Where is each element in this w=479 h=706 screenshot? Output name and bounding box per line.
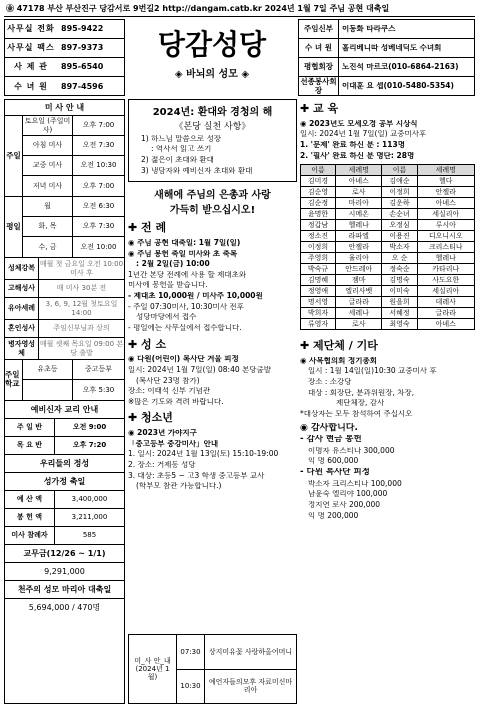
staff-value: 노진석 마르코(010-6864-2163)	[342, 62, 459, 71]
youth-item: 3. 대상: 초등5 ~ 고3 학생 중고등부 교사	[128, 471, 265, 480]
table-cell: 마리아	[336, 198, 382, 209]
group-item: 일시 : 1월 14일(일)10:30 교중미사 후	[308, 367, 437, 376]
education-item: 일시: 2024년 1월 7일(일) 교중미사후	[300, 130, 427, 139]
sacrament-row	[5, 338, 124, 360]
weekday-mass-table	[5, 197, 124, 258]
table-cell: 안드레아	[336, 264, 382, 275]
table-cell: 류영자	[301, 319, 336, 330]
table-cell: 김애순	[382, 176, 417, 187]
greeting-line2: 가득히 받으십시오!	[169, 204, 256, 216]
staff-value: 이대훈 요 셉(010-5480-5354)	[342, 82, 454, 91]
bottom-time: 07:30	[177, 635, 204, 670]
school-b: 오후 5:30	[82, 385, 115, 394]
table-cell: 헬다	[417, 176, 474, 187]
staff-label: 선종봉사회장	[299, 77, 339, 96]
sacrament-name: 고해성사	[5, 280, 39, 297]
mass-row	[23, 156, 124, 176]
table-row	[301, 297, 475, 308]
table-cell: 글라라	[336, 297, 382, 308]
contact-label: 사무실 전화	[7, 24, 55, 34]
table-row	[301, 264, 475, 275]
group-item: ◉ 사목협의회 정기총회	[300, 356, 377, 365]
table-cell: 데레사	[417, 297, 474, 308]
sacrament-row	[5, 280, 124, 298]
table-cell: 정숙순	[382, 264, 417, 275]
table-cell: 로사	[336, 187, 382, 198]
contact-label: 사무실 팩스	[7, 43, 55, 53]
liturgy-item: 성당마당에서 접수	[136, 313, 197, 322]
staff-row	[299, 39, 474, 58]
table-row	[301, 242, 475, 253]
staff-row	[299, 77, 474, 96]
offering-row	[5, 509, 124, 527]
youth-item: 「중고등부 중강미사」안내	[128, 439, 219, 448]
school-a	[23, 380, 73, 400]
completion-table	[300, 164, 475, 330]
table-cell: 세실리아	[417, 209, 474, 220]
table-cell: 손순녀	[382, 209, 417, 220]
staff-label: 주임신부	[299, 20, 339, 38]
staff-label: 수 녀 원	[299, 39, 339, 57]
table-cell: 정영애	[301, 286, 336, 297]
table-cell: 크리스티나	[417, 242, 474, 253]
table-cell: 김운하	[382, 198, 417, 209]
mass-title: 미 사 안 내	[5, 100, 124, 116]
weekday-label: 평일	[5, 197, 23, 257]
table-cell: 글라라	[417, 308, 474, 319]
table-header: 세례명	[417, 165, 474, 176]
offering-label: 미사 참례자	[5, 527, 55, 544]
vocation-item: ◉ 다원(어린이) 복사단 겨울 피정	[128, 355, 239, 364]
center-column	[128, 99, 297, 659]
table-cell: 박소자	[382, 242, 417, 253]
address-bar: ㊎ 47178 부산 부산진구 당감서로 9번길2 http://dangam.catb.kr 2024년 1월 7일 주님 공현 대축일	[4, 4, 475, 17]
staff-value: 이동화 타라쿠스	[342, 24, 396, 33]
vocation-item: 장소: 이태석 신부 기념관	[128, 387, 211, 396]
table-row	[301, 275, 475, 286]
liturgy-item: - 제대초 10,000원 / 미사주 10,000원	[128, 292, 263, 301]
table-cell: 김순영	[301, 187, 336, 198]
liturgy-heading: ✚ 전 례	[128, 221, 167, 235]
prep-row	[5, 419, 124, 437]
mass-time: 오전 10:30	[80, 161, 117, 170]
sacrament-row	[5, 298, 124, 320]
table-row	[301, 209, 475, 220]
liturgy-item: ◉ 주님 봉헌 축일 미사와 초 축복	[128, 249, 238, 258]
sacrament-name: 유아세례	[5, 298, 39, 319]
table-cell: 명서영	[301, 297, 336, 308]
table-cell: 아녜스	[417, 319, 474, 330]
left-column	[4, 99, 125, 704]
offering-value: 585	[82, 531, 97, 540]
vocation-item: 일시: 2024년 1월 7일(일) 08:40 본당출발	[128, 365, 271, 374]
table-cell: 서혜정	[382, 308, 417, 319]
table-cell: 율리아	[336, 253, 382, 264]
liturgy-item: 미사에 봉헌을 받습니다.	[128, 281, 208, 290]
bottom-intention: 상지미유꽃 사랑하올어머니	[205, 635, 296, 670]
youth-item: 1. 일시: 2024년 1월 13일(토) 15:10-19:00	[128, 450, 279, 459]
offering-label: 예 산 액	[5, 491, 55, 508]
mass-row	[23, 237, 124, 257]
mass-row	[23, 176, 124, 196]
mass-name: 토요일 (주일미사)	[23, 116, 73, 135]
goal-item: 3) 냉담자와 예비신자 초대와 환대	[141, 166, 253, 175]
dues-period: 교무금(12/26 ~ 1/1)	[5, 545, 124, 563]
group-item: *대상자는 모두 참석하여 주십시오	[300, 409, 413, 418]
contact-label: 사 제 관	[14, 62, 48, 72]
vocation-heading: ✚ 성 소	[128, 337, 167, 351]
mass-time: 오후 7:00	[82, 121, 115, 130]
sacrament-info: 매 미사 30분 전	[56, 284, 107, 293]
bottom-mass-label: 미_사 안_내 (2024년 1월)	[129, 635, 177, 703]
table-cell: 이미숙	[382, 286, 417, 297]
mass-time: 오후 7:30	[82, 222, 115, 231]
offering-value: 3,211,000	[71, 513, 108, 522]
contact-label: 수 녀 원	[14, 81, 48, 91]
dues-value: 9,291,000	[5, 563, 124, 581]
contact-row	[5, 20, 124, 39]
table-cell: 정갑남	[301, 220, 336, 231]
youth-item: ◉ 2023년 가야지구	[128, 429, 197, 438]
staff-label: 평협회장	[299, 58, 339, 76]
offering-row	[5, 527, 124, 545]
mass-name: 교중 미사	[23, 156, 73, 175]
staff-row	[299, 20, 474, 39]
group-item: 익 명 600,000	[308, 457, 359, 466]
bottom-time: 10:30	[180, 682, 201, 691]
contact-row	[5, 77, 124, 96]
right-column	[300, 99, 475, 659]
groups-heading: ✚ 제단체 / 기타	[300, 339, 378, 353]
table-row	[301, 319, 475, 330]
table-cell: 디오니시오	[417, 231, 474, 242]
group-item: 남윤숙 엘리야 100,000	[308, 490, 388, 499]
contact-value: 895-6540	[61, 62, 104, 72]
table-cell: 박숙규	[301, 264, 336, 275]
prep-row	[5, 437, 124, 455]
table-cell: 아녜스	[417, 198, 474, 209]
mass-name: 월	[23, 197, 73, 216]
table-cell: 원을희	[382, 297, 417, 308]
mass-time: 오전 7:30	[82, 141, 115, 150]
table-cell: 루시아	[417, 220, 474, 231]
youth-heading: ✚ 청소년	[128, 411, 173, 425]
table-cell: 안젤라	[417, 187, 474, 198]
table-header-row	[301, 165, 475, 176]
feast-title: 천주의 성모 마리아 대축일	[5, 581, 124, 599]
group-item: 제단체장, 감사	[336, 399, 385, 408]
table-row	[301, 176, 475, 187]
table-cell: 이용진	[382, 231, 417, 242]
table-cell: 주영희	[301, 253, 336, 264]
sacrament-row	[5, 258, 124, 280]
mass-name: 아침 미사	[23, 136, 73, 155]
group-item: ◉ 감사합니다.	[300, 422, 358, 433]
offering-row	[5, 491, 124, 509]
sacrament-info: 주임신부님과 상의	[53, 324, 110, 333]
mass-row	[23, 197, 124, 217]
table-cell: 오정심	[382, 220, 417, 231]
year-theme: 2024년: 환대와 경청의 해	[152, 107, 273, 118]
liturgy-item: - 주일 07:30미사, 10:30미사 전후	[128, 302, 244, 311]
mass-time: 오전 6:30	[82, 202, 115, 211]
bottom-schedule	[128, 634, 297, 704]
prep-time: 오전 9:00	[72, 423, 107, 432]
contact-row	[5, 58, 124, 77]
sunday-label: 주일	[5, 116, 23, 196]
table-cell: 헬레나	[336, 220, 382, 231]
table-row	[301, 308, 475, 319]
feast-value: 5,694,000 / 470명	[28, 603, 101, 612]
table-cell: 시메온	[336, 209, 382, 220]
contacts-box	[4, 19, 125, 96]
sacrament-name: 혼인성사	[5, 320, 39, 337]
mass-row	[23, 217, 124, 237]
group-item: - 다윈 복사단 피정	[300, 467, 370, 477]
liturgy-item: - 평일에는 사무실에서 접수합니다.	[128, 323, 242, 332]
contact-value: 895-9422	[61, 24, 104, 34]
table-cell: 세레나	[336, 308, 382, 319]
table-header: 이름	[301, 165, 336, 176]
mass-time: 오전 10:00	[80, 242, 117, 251]
goal-item: 1) 하느님 말씀으로 성장	[141, 134, 222, 143]
practice-title: 《본당 실천 사항》	[174, 121, 251, 132]
table-row	[301, 220, 475, 231]
table-cell: 헬레나	[417, 253, 474, 264]
offering-value: 3,400,000	[71, 495, 108, 504]
education-item: 1. '문제' 완료 하신 분 : 113명	[300, 140, 405, 149]
staff-box	[298, 19, 475, 96]
bulletin-page	[4, 4, 475, 704]
table-cell: 이정희	[301, 242, 336, 253]
contact-value: 897-4596	[61, 81, 104, 91]
masthead	[128, 19, 296, 96]
parish-goals-box	[128, 99, 297, 182]
table-cell: 라파엘	[336, 231, 382, 242]
staff-row	[299, 58, 474, 77]
table-row	[301, 198, 475, 209]
prep-class: 주 일 반	[5, 419, 55, 436]
table-row	[301, 231, 475, 242]
masthead-title: 당감성당	[157, 28, 267, 61]
table-cell: 김미경	[301, 176, 336, 187]
prep-class: 목 요 반	[5, 437, 55, 454]
table-cell: 사도요한	[417, 275, 474, 286]
group-item: 박소자 크리스티나 100,000	[308, 479, 402, 488]
sacrament-name: 성체강복	[5, 258, 39, 279]
vocation-item: (복사단 23명 참가)	[136, 376, 200, 385]
school-label: 주일 학교	[5, 360, 23, 400]
group-item: 이명자 유스티나 300,000	[308, 446, 395, 455]
mass-time: 오후 7:00	[82, 181, 115, 190]
table-cell: 김명혜	[301, 275, 336, 286]
table-row	[301, 286, 475, 297]
sacrament-name: 병자영성체	[5, 338, 39, 359]
table-cell: 김순정	[301, 198, 336, 209]
group-item: - 감사 현금 봉헌	[300, 434, 362, 444]
group-item: 정지연 로사 200,000	[308, 500, 381, 509]
table-row	[301, 187, 475, 198]
prep-time: 오후 7:20	[72, 441, 107, 450]
table-header: 세례명	[336, 165, 382, 176]
mass-row	[23, 116, 124, 136]
table-row	[301, 253, 475, 264]
table-cell: 최영숙	[382, 319, 417, 330]
bottom-intention: 예언자들의모후 자료미신마리아	[208, 678, 293, 695]
group-item: 장소 : 소강당	[308, 378, 352, 387]
offering-sub: 성가정 축일	[5, 473, 124, 491]
liturgy-item: : 2월 2일(금) 10:00	[136, 260, 210, 269]
goal-item: 2) 젊은이 초대와 환대	[141, 156, 214, 165]
table-cell: 카타리나	[417, 264, 474, 275]
sacrament-row	[5, 320, 124, 338]
table-header: 이름	[382, 165, 417, 176]
liturgy-item: ◉ 주님 공현 대축일: 1월 7일(일)	[128, 238, 241, 247]
table-cell: 윤명한	[301, 209, 336, 220]
goal-item: : 역사서 읽고 쓰기	[151, 145, 212, 154]
offering-title: 우리들의 정성	[5, 455, 124, 473]
mass-name: 화, 목	[23, 217, 73, 236]
education-item: 2. '필사' 완료 하신 분 명단: 28명	[300, 151, 415, 160]
masthead-subtitle: ◈ 바뇌의 성모 ◈	[174, 69, 250, 81]
table-cell: 오 순	[382, 253, 417, 264]
greeting-line1: 새해에 주님의 은총과 사랑	[154, 190, 271, 202]
table-cell: 로사	[336, 319, 382, 330]
school-a: 유초등	[23, 360, 73, 379]
school-b: 중고등부	[84, 365, 113, 374]
mass-row	[23, 136, 124, 156]
table-cell: 정소진	[301, 231, 336, 242]
liturgy-item: 1년간 본당 전례에 사용 할 제대초와	[128, 270, 247, 279]
group-item: 익 명 200,000	[308, 511, 359, 520]
sacrament-info: 3, 6, 9, 12월 첫토요일 14:00	[45, 300, 118, 317]
table-cell: 젬마	[336, 275, 382, 286]
education-heading: ✚ 교 육	[300, 102, 339, 115]
table-cell: 박희자	[301, 308, 336, 319]
school-row	[23, 360, 124, 380]
table-cell: 안젤라	[336, 242, 382, 253]
staff-value: 홀리베니따 성베네딕도 수녀회	[342, 43, 442, 52]
sunday-mass-table	[5, 116, 124, 197]
table-cell: 아녜스	[336, 176, 382, 187]
table-cell: 엘리사벳	[336, 286, 382, 297]
offering-label: 봉 헌 액	[5, 509, 55, 526]
table-cell: 세실리아	[417, 286, 474, 297]
group-item: 대상 : 회장단, 분과위원장, 차장,	[308, 388, 415, 397]
youth-item: 2. 장소: 거제동 성당	[128, 460, 196, 469]
contact-row	[5, 39, 124, 58]
mass-name: 수, 금	[23, 237, 73, 257]
education-item: ◉ 2023년도 모세오경 공부 시상식	[300, 119, 418, 128]
sunday-school-table	[5, 360, 124, 401]
youth-item: (학부모 참관 가능합니다.)	[136, 482, 222, 491]
mass-name: 저녁 미사	[23, 176, 73, 196]
vocation-item: ※많은 기도와 격려 바랍니다.	[128, 397, 224, 406]
sacrament-info: 매월 첫 금요일 오전 10:00 미사 후	[39, 260, 124, 277]
table-cell: 이정희	[382, 187, 417, 198]
table-cell: 김명숙	[382, 275, 417, 286]
prep-title: 예비신자 교리 안내	[5, 401, 124, 419]
contact-value: 897-9373	[61, 43, 104, 53]
sacrament-info: 매월 셋째 목요일 09:00 본당 출발	[39, 340, 124, 357]
school-row	[23, 380, 124, 400]
